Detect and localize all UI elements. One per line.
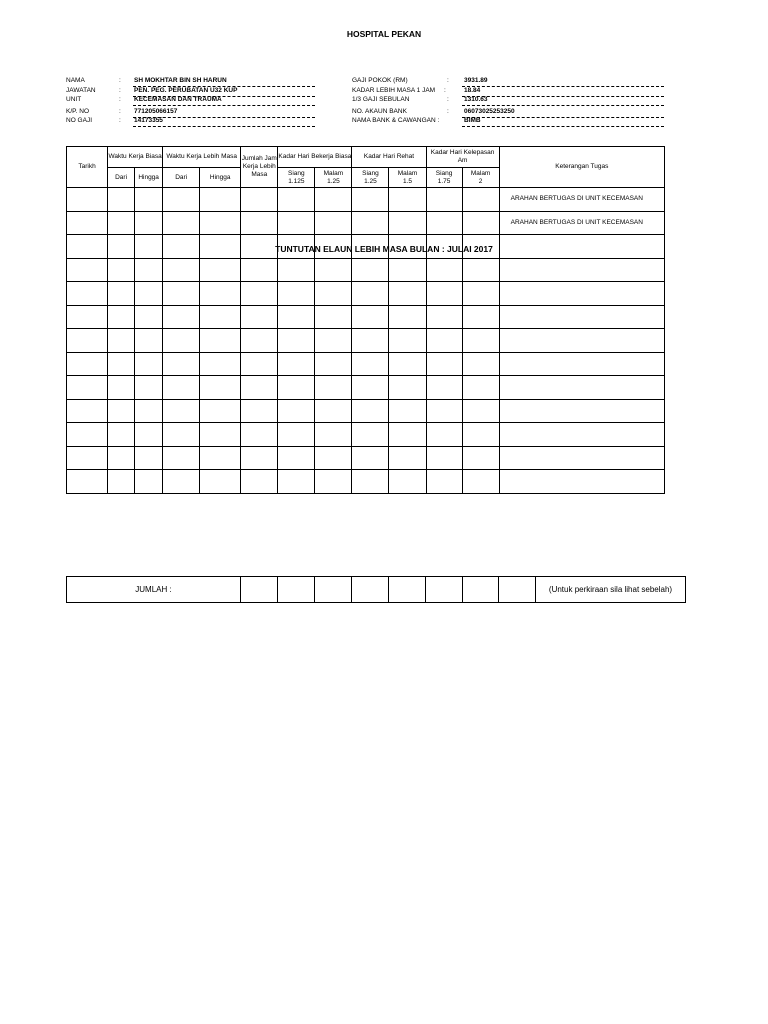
- table-cell[interactable]: [241, 305, 278, 329]
- table-row: [67, 235, 665, 259]
- table-cell[interactable]: [462, 305, 499, 329]
- rate-value: 1.125: [288, 177, 305, 185]
- siang-rate-header: [426, 168, 462, 188]
- table-cell[interactable]: [278, 235, 315, 259]
- table-cell[interactable]: [108, 282, 135, 306]
- table-cell[interactable]: [67, 352, 108, 376]
- table-cell[interactable]: [352, 305, 389, 329]
- total-cell[interactable]: [389, 577, 426, 603]
- underline: [133, 105, 315, 106]
- table-cell[interactable]: [389, 188, 426, 212]
- unit-label: UNIT: [66, 96, 82, 103]
- table-cell[interactable]: [426, 376, 462, 400]
- table-cell[interactable]: [135, 235, 163, 259]
- table-cell[interactable]: [389, 470, 426, 494]
- keterangan-cell[interactable]: [499, 282, 664, 306]
- no-akaun-bank-label: NO. AKAUN BANK: [352, 108, 407, 115]
- table-cell[interactable]: [462, 423, 499, 447]
- table-cell[interactable]: [67, 470, 108, 494]
- total-cell[interactable]: [241, 577, 278, 603]
- table-cell[interactable]: [200, 399, 241, 423]
- total-cell[interactable]: [499, 577, 536, 603]
- table-cell[interactable]: [462, 258, 499, 282]
- keterangan-cell[interactable]: ARAHAN BERTUGAS DI UNIT KECEMASAN: [499, 211, 664, 235]
- table-cell[interactable]: [135, 470, 163, 494]
- malam-rate-header: [389, 168, 426, 188]
- malam-label: Malam: [470, 169, 491, 177]
- table-cell[interactable]: [462, 399, 499, 423]
- table-cell[interactable]: [200, 258, 241, 282]
- kadar-rehat-header: Kadar Hari Rehat: [352, 147, 426, 168]
- jawatan-value: PEN. PEG. PERUBATAN U32 KUP: [134, 87, 238, 94]
- gaji-sebulan-label: 1/3 GAJI SEBULAN: [352, 96, 410, 103]
- malam-label: Malam: [323, 169, 344, 177]
- nama-bank-label: NAMA BANK & CAWANGAN :: [352, 117, 440, 124]
- colon: :: [119, 96, 121, 103]
- table-cell[interactable]: [200, 446, 241, 470]
- table-cell[interactable]: [315, 446, 352, 470]
- table-cell[interactable]: [278, 352, 315, 376]
- rate-value: 1.75: [437, 177, 451, 185]
- table-cell[interactable]: [352, 376, 389, 400]
- table-cell[interactable]: [389, 282, 426, 306]
- table-cell[interactable]: [389, 423, 426, 447]
- table-cell[interactable]: [67, 305, 108, 329]
- table-cell[interactable]: [389, 329, 426, 353]
- table-cell[interactable]: [108, 376, 135, 400]
- kp-no-label: K/P. NO: [66, 108, 90, 115]
- gaji-pokok-value: 3931.89: [464, 77, 488, 84]
- table-cell[interactable]: [426, 258, 462, 282]
- table-cell[interactable]: [108, 446, 135, 470]
- table-cell[interactable]: [163, 211, 200, 235]
- table-cell[interactable]: [67, 235, 108, 259]
- keterangan-cell[interactable]: [499, 235, 664, 259]
- dari-header: Dari: [163, 168, 200, 188]
- table-cell[interactable]: [67, 211, 108, 235]
- table-cell[interactable]: [241, 235, 278, 259]
- table-row: [67, 423, 665, 447]
- gaji-pokok-label: GAJI POKOK (RM): [352, 77, 408, 84]
- table-cell[interactable]: [67, 188, 108, 212]
- total-row: [67, 577, 686, 603]
- dari-header: Dari: [108, 168, 135, 188]
- table-row: [67, 352, 665, 376]
- table-cell[interactable]: [163, 282, 200, 306]
- table-cell[interactable]: [426, 188, 462, 212]
- keterangan-cell[interactable]: [499, 329, 664, 353]
- siang-label: Siang: [362, 169, 379, 177]
- table-cell[interactable]: [163, 352, 200, 376]
- no-gaji-value: 14173355: [134, 117, 163, 124]
- table-cell[interactable]: [389, 399, 426, 423]
- table-row: [67, 188, 665, 212]
- table-cell[interactable]: [352, 329, 389, 353]
- underline: [133, 126, 315, 127]
- table-cell[interactable]: [278, 258, 315, 282]
- table-row: [67, 376, 665, 400]
- table-cell[interactable]: [389, 211, 426, 235]
- siang-rate-header: [352, 168, 389, 188]
- colon: :: [444, 87, 446, 94]
- table-cell[interactable]: [135, 423, 163, 447]
- table-cell[interactable]: [389, 376, 426, 400]
- table-cell[interactable]: [462, 188, 499, 212]
- table-cell[interactable]: [352, 188, 389, 212]
- underline: [462, 86, 664, 87]
- table-cell[interactable]: [108, 470, 135, 494]
- table-cell[interactable]: [352, 235, 389, 259]
- table-cell[interactable]: [135, 376, 163, 400]
- table-cell[interactable]: [135, 211, 163, 235]
- underline: [462, 105, 664, 106]
- colon: :: [119, 108, 121, 115]
- waktu-biasa-header: Waktu Kerja Biasa: [108, 147, 163, 168]
- table-cell[interactable]: [241, 188, 278, 212]
- keterangan-cell[interactable]: [499, 352, 664, 376]
- keterangan-cell[interactable]: [499, 376, 664, 400]
- keterangan-cell[interactable]: [499, 470, 664, 494]
- table-cell[interactable]: [108, 258, 135, 282]
- unit-value: KECEMASAN DAN TRAUMA: [134, 96, 222, 103]
- table-cell[interactable]: [241, 446, 278, 470]
- table-cell[interactable]: [108, 235, 135, 259]
- table-cell[interactable]: [135, 258, 163, 282]
- table-row: [67, 258, 665, 282]
- table-cell[interactable]: [200, 235, 241, 259]
- table-cell[interactable]: [278, 399, 315, 423]
- underline: [462, 126, 664, 127]
- tarikh-header: Tarikh: [67, 147, 108, 188]
- table-cell[interactable]: [352, 399, 389, 423]
- table-cell[interactable]: [200, 188, 241, 212]
- table-cell[interactable]: [67, 423, 108, 447]
- colon: :: [119, 117, 121, 124]
- colon: :: [119, 87, 121, 94]
- colon: :: [447, 96, 449, 103]
- table-cell[interactable]: [67, 376, 108, 400]
- keterangan-cell[interactable]: ARAHAN BERTUGAS DI UNIT KECEMASAN: [499, 188, 664, 212]
- total-cell[interactable]: [278, 577, 315, 603]
- table-cell[interactable]: [278, 470, 315, 494]
- table-cell[interactable]: [315, 235, 352, 259]
- table-cell[interactable]: [163, 235, 200, 259]
- table-cell[interactable]: [426, 329, 462, 353]
- table-cell[interactable]: [200, 352, 241, 376]
- table-cell[interactable]: [108, 188, 135, 212]
- table-cell[interactable]: [163, 188, 200, 212]
- overtime-table: [66, 146, 665, 494]
- table-cell[interactable]: [389, 258, 426, 282]
- colon: :: [447, 77, 449, 84]
- kp-no-value: 771205066157: [134, 108, 178, 115]
- nama-bank-value: BIMB: [464, 117, 481, 124]
- table-cell[interactable]: [462, 211, 499, 235]
- table-cell[interactable]: [163, 329, 200, 353]
- table-cell[interactable]: [241, 282, 278, 306]
- siang-rate-header: [278, 168, 315, 188]
- table-cell[interactable]: [462, 282, 499, 306]
- document-subtitle: TUNTUTAN ELAUN LEBIH MASA BULAN : JULAI 2017: [275, 244, 493, 254]
- table-cell[interactable]: [426, 423, 462, 447]
- siang-label: Siang: [435, 169, 453, 177]
- kadar-lebih-masa-label: KADAR LEBIH MASA 1 JAM: [352, 87, 436, 94]
- table-cell[interactable]: [315, 352, 352, 376]
- table-cell[interactable]: [200, 329, 241, 353]
- table-cell[interactable]: [315, 329, 352, 353]
- table-cell[interactable]: [135, 305, 163, 329]
- table-cell[interactable]: [200, 305, 241, 329]
- kadar-lebih-masa-value: 18.84: [464, 87, 481, 94]
- gaji-sebulan-value: 1310.63: [464, 96, 488, 103]
- table-cell[interactable]: [278, 211, 315, 235]
- table-cell[interactable]: [200, 211, 241, 235]
- table-cell[interactable]: [462, 235, 499, 259]
- malam-label: Malam: [397, 169, 418, 177]
- underline: [462, 117, 664, 118]
- total-note: (Untuk perkiraan sila lihat sebelah): [536, 577, 686, 603]
- table-cell[interactable]: [67, 446, 108, 470]
- table-cell[interactable]: [67, 399, 108, 423]
- table-cell[interactable]: [315, 258, 352, 282]
- table-row: [67, 399, 665, 423]
- table-cell[interactable]: [163, 305, 200, 329]
- table-cell[interactable]: [135, 352, 163, 376]
- table-cell[interactable]: [200, 423, 241, 447]
- table-cell[interactable]: [389, 352, 426, 376]
- table-cell[interactable]: [462, 329, 499, 353]
- total-table: [66, 576, 686, 603]
- table-cell[interactable]: [426, 470, 462, 494]
- table-cell[interactable]: [426, 211, 462, 235]
- table-cell[interactable]: [315, 423, 352, 447]
- table-cell[interactable]: [108, 305, 135, 329]
- table-cell[interactable]: [315, 376, 352, 400]
- table-cell[interactable]: [67, 258, 108, 282]
- table-cell[interactable]: [67, 329, 108, 353]
- table-cell[interactable]: [108, 211, 135, 235]
- table-cell[interactable]: [241, 258, 278, 282]
- table-cell[interactable]: [352, 446, 389, 470]
- table-row: [67, 282, 665, 306]
- hingga-header: Hingga: [200, 168, 241, 188]
- rate-value: 2: [478, 177, 483, 185]
- table-cell[interactable]: [462, 352, 499, 376]
- total-cell[interactable]: [352, 577, 389, 603]
- table-cell[interactable]: [241, 352, 278, 376]
- table-cell[interactable]: [426, 399, 462, 423]
- total-cell[interactable]: [426, 577, 463, 603]
- malam-rate-header: [462, 168, 499, 188]
- table-cell[interactable]: [462, 376, 499, 400]
- table-cell[interactable]: [426, 282, 462, 306]
- table-cell[interactable]: [241, 470, 278, 494]
- table-cell[interactable]: [278, 446, 315, 470]
- rate-value: 1.25: [327, 177, 340, 185]
- table-row: [67, 305, 665, 329]
- waktu-lebih-header: Waktu Kerja Lebih Masa: [163, 147, 241, 168]
- table-cell[interactable]: [200, 470, 241, 494]
- table-cell[interactable]: [315, 282, 352, 306]
- table-cell[interactable]: [163, 423, 200, 447]
- table-cell[interactable]: [108, 423, 135, 447]
- colon: :: [119, 77, 121, 84]
- siang-label: Siang: [288, 169, 305, 177]
- table-cell[interactable]: [426, 352, 462, 376]
- table-cell[interactable]: [200, 376, 241, 400]
- jumlah-label: JUMLAH :: [67, 577, 241, 603]
- kadar-kelepasan-header: Kadar Hari Kelepasan Am: [426, 147, 499, 168]
- table-cell[interactable]: [352, 282, 389, 306]
- table-header-row: [67, 147, 665, 168]
- table-cell[interactable]: [163, 446, 200, 470]
- table-cell[interactable]: [389, 235, 426, 259]
- keterangan-header: Keterangan Tugas: [499, 147, 664, 188]
- table-cell[interactable]: [241, 329, 278, 353]
- table-cell[interactable]: [135, 446, 163, 470]
- table-cell[interactable]: [163, 376, 200, 400]
- table-cell[interactable]: [163, 399, 200, 423]
- table-cell[interactable]: [135, 282, 163, 306]
- table-cell[interactable]: [135, 399, 163, 423]
- table-cell[interactable]: [241, 211, 278, 235]
- malam-rate-header: [315, 168, 352, 188]
- table-row: [67, 211, 665, 235]
- keterangan-cell[interactable]: [499, 305, 664, 329]
- table-cell[interactable]: [135, 188, 163, 212]
- keterangan-cell[interactable]: [499, 423, 664, 447]
- table-cell[interactable]: [278, 282, 315, 306]
- table-cell[interactable]: [278, 188, 315, 212]
- table-cell[interactable]: [200, 282, 241, 306]
- table-cell[interactable]: [315, 470, 352, 494]
- table-cell[interactable]: [278, 423, 315, 447]
- keterangan-cell[interactable]: [499, 446, 664, 470]
- keterangan-cell[interactable]: [499, 258, 664, 282]
- kadar-biasa-header: Kadar Hari Bekerja Biasa: [278, 147, 352, 168]
- table-cell[interactable]: [315, 305, 352, 329]
- no-gaji-label: NO GAJI: [66, 117, 93, 124]
- document-title: HOSPITAL PEKAN: [346, 29, 422, 39]
- table-cell[interactable]: [108, 399, 135, 423]
- table-cell[interactable]: [426, 305, 462, 329]
- table-cell[interactable]: [352, 423, 389, 447]
- jawatan-label: JAWATAN: [66, 87, 96, 94]
- table-cell[interactable]: [163, 258, 200, 282]
- table-cell[interactable]: [135, 329, 163, 353]
- rate-value: 1.25: [364, 177, 377, 185]
- hingga-header: Hingga: [135, 168, 163, 188]
- table-cell[interactable]: [278, 376, 315, 400]
- table-cell[interactable]: [278, 329, 315, 353]
- table-cell[interactable]: [352, 470, 389, 494]
- table-cell[interactable]: [241, 376, 278, 400]
- nama-label: NAMA: [66, 77, 85, 84]
- table-cell[interactable]: [278, 305, 315, 329]
- table-cell[interactable]: [389, 446, 426, 470]
- nama-value: SH MOKHTAR BIN SH HARUN: [134, 77, 227, 84]
- table-cell[interactable]: [352, 352, 389, 376]
- table-cell[interactable]: [352, 211, 389, 235]
- keterangan-cell[interactable]: [499, 399, 664, 423]
- rate-value: 1.5: [402, 177, 413, 185]
- jumlah-jam-header: Jumlah Jam Kerja Lebih Masa: [241, 147, 278, 188]
- table-cell[interactable]: [163, 470, 200, 494]
- table-cell[interactable]: [315, 188, 352, 212]
- table-cell[interactable]: [352, 258, 389, 282]
- table-cell[interactable]: [315, 399, 352, 423]
- total-cell[interactable]: [315, 577, 352, 603]
- table-cell[interactable]: [241, 423, 278, 447]
- table-cell[interactable]: [67, 282, 108, 306]
- table-cell[interactable]: [241, 399, 278, 423]
- table-cell[interactable]: [108, 352, 135, 376]
- table-row: [67, 329, 665, 353]
- total-cell[interactable]: [463, 577, 499, 603]
- table-cell[interactable]: [315, 211, 352, 235]
- table-row: [67, 470, 665, 494]
- table-cell[interactable]: [426, 235, 462, 259]
- table-cell[interactable]: [426, 446, 462, 470]
- colon: :: [447, 108, 449, 115]
- table-cell[interactable]: [108, 329, 135, 353]
- no-akaun-bank-value: 06073025253250: [464, 108, 515, 115]
- table-row: [67, 446, 665, 470]
- table-cell[interactable]: [462, 446, 499, 470]
- table-cell[interactable]: [389, 305, 426, 329]
- underline: [462, 96, 664, 97]
- table-cell[interactable]: [462, 470, 499, 494]
